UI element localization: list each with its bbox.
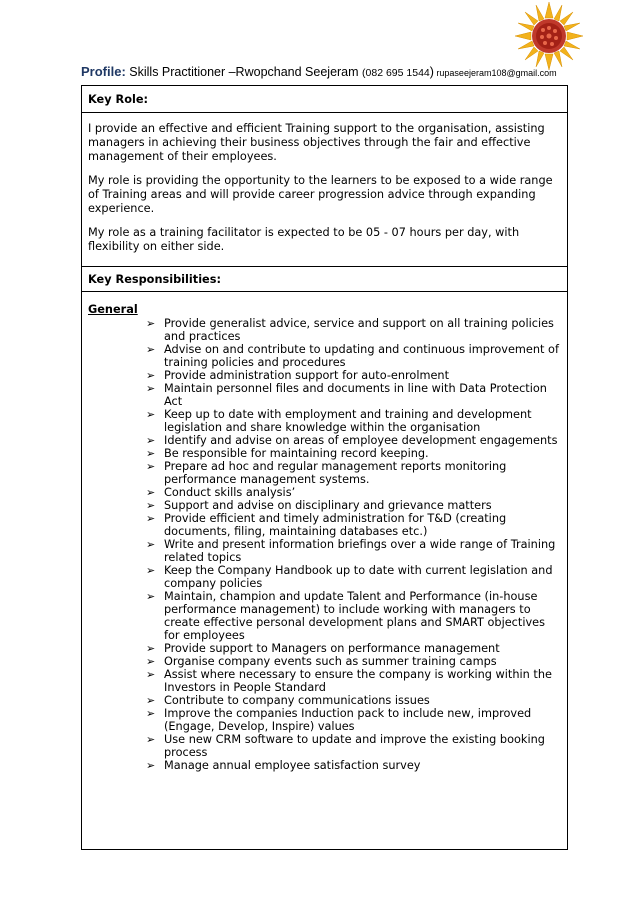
responsibility-text: Conduct skills analysis’	[164, 486, 296, 499]
responsibility-item	[146, 564, 564, 590]
arrow-bullet-icon: ➢	[146, 408, 156, 421]
responsibility-text: Keep the Company Handbook up to date with current legislation and company policies	[164, 564, 553, 590]
phone-number: (082 695 1544	[362, 67, 430, 79]
responsibility-item	[146, 668, 564, 694]
email-address: rupaseejeram108@gmail.com	[433, 68, 557, 78]
arrow-bullet-icon: ➢	[146, 655, 156, 668]
key-role-paragraph-2: My role is providing the opportunity to the learners to be exposed to a wide range of Training areas and will provide career progression advice through expanding experience.	[88, 174, 553, 215]
responsibility-text: Maintain, champion and update Talent and Performance (in-house performance management) to include working with managers to create effective personal development plans and SMART objectives for employees	[164, 590, 545, 642]
responsibility-text: Use new CRM software to update and improve the existing booking process	[164, 733, 545, 759]
responsibility-item	[146, 447, 564, 460]
responsibility-text: Assist where necessary to ensure the company is working within the Investors in People Standard	[164, 668, 552, 694]
responsibility-text: Prepare ad hoc and regular management reports monitoring performance management systems.	[164, 460, 507, 486]
responsibility-item	[146, 642, 564, 655]
responsibilities-list	[146, 317, 564, 772]
key-role-heading: Key Role:	[88, 93, 149, 106]
arrow-bullet-icon: ➢	[146, 447, 156, 460]
arrow-bullet-icon: ➢	[146, 538, 156, 551]
general-label: General	[88, 303, 138, 316]
responsibility-item	[146, 655, 564, 668]
arrow-bullet-icon: ➢	[146, 733, 156, 746]
phone-paren: )	[429, 65, 434, 79]
sun-logo-icon	[515, 2, 583, 70]
responsibility-text: Keep up to date with employment and training and development legislation and share knowledge within the organisation	[164, 408, 532, 434]
profile-label: Profile:	[81, 64, 126, 79]
profile-header	[81, 64, 557, 79]
arrow-bullet-icon: ➢	[146, 434, 156, 447]
responsibility-item	[146, 382, 564, 408]
responsibility-item	[146, 486, 564, 499]
arrow-bullet-icon: ➢	[146, 460, 156, 473]
responsibility-item	[146, 343, 564, 369]
arrow-bullet-icon: ➢	[146, 694, 156, 707]
responsibility-text: Write and present information briefings over a wide range of Training related topics	[164, 538, 556, 564]
key-role-paragraph-1: I provide an effective and efficient Training support to the organisation, assisting managers in achieving their business objectives through the fair and effective management of their employees.	[88, 122, 545, 163]
responsibility-text: Support and advise on disciplinary and grievance matters	[164, 499, 492, 512]
responsibility-item	[146, 369, 564, 382]
responsibility-item	[146, 434, 564, 447]
key-role-paragraph-3: My role as a training facilitator is expected to be 05 - 07 hours per day, with flexibility on either side.	[88, 226, 520, 253]
arrow-bullet-icon: ➢	[146, 759, 156, 772]
arrow-bullet-icon: ➢	[146, 499, 156, 512]
responsibility-item	[146, 512, 564, 538]
key-responsibilities-header-box	[81, 266, 568, 292]
responsibility-text: Advise on and contribute to updating and continuous improvement of training policies and procedures	[164, 343, 559, 369]
arrow-bullet-icon: ➢	[146, 642, 156, 655]
responsibility-item	[146, 733, 564, 759]
responsibility-text: Provide generalist advice, service and support on all training policies and practices	[164, 317, 554, 343]
responsibility-text: Maintain personnel files and documents in line with Data Protection Act	[164, 382, 547, 408]
arrow-bullet-icon: ➢	[146, 564, 156, 577]
responsibility-item	[146, 460, 564, 486]
key-role-header-box	[81, 85, 568, 113]
responsibility-item	[146, 538, 564, 564]
arrow-bullet-icon: ➢	[146, 590, 156, 603]
responsibility-item	[146, 694, 564, 707]
responsibility-text: Organise company events such as summer training camps	[164, 655, 497, 668]
arrow-bullet-icon: ➢	[146, 486, 156, 499]
responsibility-item	[146, 317, 564, 343]
arrow-bullet-icon: ➢	[146, 668, 156, 681]
responsibility-text: Provide efficient and timely administration for T&D (creating documents, filing, maintaining databases etc.)	[164, 512, 507, 538]
responsibility-item	[146, 759, 564, 772]
responsibility-text: Improve the companies Induction pack to include new, improved (Engage, Develop, Inspire) values	[164, 707, 532, 733]
responsibility-text: Provide administration support for auto-enrolment	[164, 369, 450, 382]
arrow-bullet-icon: ➢	[146, 317, 156, 330]
responsibility-item	[146, 408, 564, 434]
responsibility-text: Provide support to Managers on performance management	[164, 642, 500, 655]
responsibility-text: Identify and advise on areas of employee development engagements	[164, 434, 558, 447]
responsibility-item	[146, 590, 564, 642]
responsibility-text: Manage annual employee satisfaction survey	[164, 759, 421, 772]
profile-title: Skills Practitioner –Rwopchand Seejeram	[125, 65, 363, 79]
responsibility-text: Contribute to company communications issues	[164, 694, 430, 707]
responsibility-item	[146, 707, 564, 733]
responsibility-text: Be responsible for maintaining record keeping.	[164, 447, 429, 460]
arrow-bullet-icon: ➢	[146, 382, 156, 395]
key-responsibilities-heading: Key Responsibilities:	[88, 273, 221, 286]
arrow-bullet-icon: ➢	[146, 369, 156, 382]
arrow-bullet-icon: ➢	[146, 707, 156, 720]
arrow-bullet-icon: ➢	[146, 512, 156, 525]
responsibility-item	[146, 499, 564, 512]
arrow-bullet-icon: ➢	[146, 343, 156, 356]
